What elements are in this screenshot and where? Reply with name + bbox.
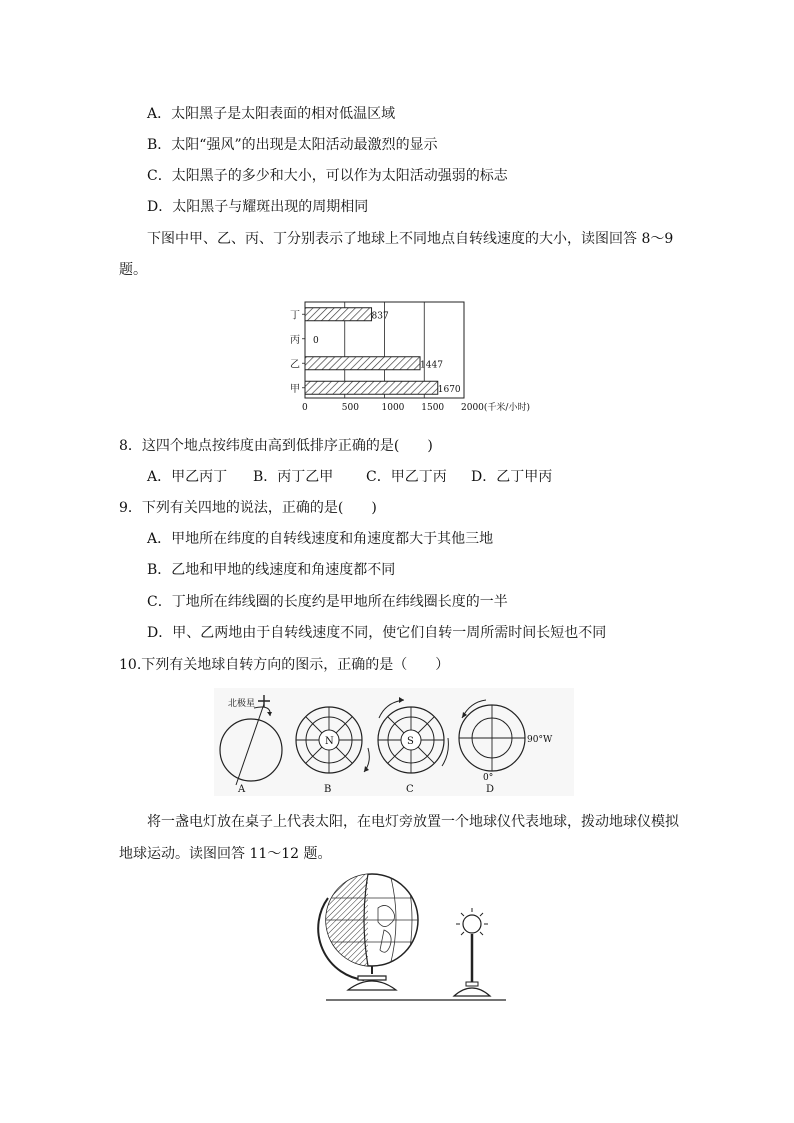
q9-option-c: C．丁地所在纬线圈的长度约是甲地所在纬线圈长度的一半 — [147, 594, 508, 610]
chart-bar — [305, 357, 420, 370]
chart-category-labels — [290, 309, 300, 395]
polaris-label: 北极星 — [228, 699, 256, 709]
q9-option-b: B．乙地和甲地的线速度和角速度都不同 — [147, 562, 396, 578]
intro-11-12-line1: 将一盏电灯放在桌子上代表太阳，在电灯旁放置一个地球仪代表地球，拨动地球仪模拟 — [147, 814, 679, 830]
q7-option-d: D．太阳黑子与耀斑出现的周期相同 — [147, 199, 369, 215]
chart-category-label: 乙 — [290, 359, 300, 371]
q8-option-a: A．甲乙丙丁 — [147, 469, 228, 485]
q7-option-a: A．太阳黑子是太阳表面的相对低温区域 — [147, 106, 396, 122]
chart-bar — [305, 381, 438, 394]
intro-8-9-line2: 题。 — [119, 262, 147, 278]
chart-value-label: 1670 — [437, 384, 461, 395]
meridian-label: 90°W — [527, 735, 553, 745]
speed-bar-chart — [280, 298, 530, 420]
q9-stem: 9．下列有关四地的说法，正确的是( ) — [119, 500, 377, 516]
rotation-figure — [214, 688, 574, 796]
chart-value-label: 1447 — [420, 360, 443, 371]
chart-tick-label: 0 — [302, 403, 308, 413]
q8-option-c: C．甲乙丁丙 — [366, 469, 447, 485]
lamp — [454, 908, 490, 996]
pole-label-s: S — [407, 736, 414, 747]
chart-value-label: 0 — [313, 335, 319, 346]
q9-option-d: D．甲、乙两地由于自转线速度不同，使它们自转一周所需时间长短也不同 — [147, 625, 607, 641]
pole-label-n: N — [325, 736, 334, 747]
q7-option-b: B．太阳“强风”的出现是太阳活动最激烈的显示 — [147, 137, 438, 153]
globe-lamp-illustration — [320, 868, 510, 1008]
panel-label-b: B — [324, 784, 332, 795]
intro-11-12-line2: 地球运动。读图回答 11～12 题。 — [119, 846, 332, 862]
chart-tick-label: 1000 — [381, 403, 405, 413]
globe — [318, 868, 420, 990]
panel-label-d: D — [486, 784, 495, 795]
chart-category-label: 甲 — [290, 383, 300, 395]
chart-value-label: 837 — [371, 311, 389, 322]
intro-8-9-line1: 下图中甲、乙、丙、丁分别表示了地球上不同地点自转线速度的大小，读图回答 8～9 — [147, 231, 674, 247]
q9-option-a: A．甲地所在纬度的自转线速度和角速度都大于其他三地 — [147, 531, 494, 547]
q8-option-d: D．乙丁甲丙 — [471, 469, 553, 485]
chart-category-label: 丙 — [290, 334, 300, 346]
q10-stem: 10.下列有关地球自转方向的图示，正确的是（ ） — [119, 657, 450, 673]
q8-option-b: B．丙丁乙甲 — [253, 469, 334, 485]
chart-tick-label: 1500 — [421, 403, 445, 413]
q8-stem: 8．这四个地点按纬度由高到低排序正确的是( ) — [119, 438, 433, 454]
chart-tick-label: 2000(千米/小时) — [461, 403, 530, 413]
panel-label-c: C — [406, 784, 414, 795]
q7-option-c: C．太阳黑子的多少和大小，可以作为太阳活动强弱的标志 — [147, 168, 508, 184]
chart-category-label: 丁 — [290, 310, 300, 322]
chart-bar — [305, 308, 372, 321]
chart-tick-labels — [302, 401, 530, 413]
chart-tick-label: 500 — [341, 403, 359, 413]
sun-icon — [463, 915, 481, 933]
panel-label-a: A — [238, 784, 246, 795]
zero-meridian-label: 0° — [483, 773, 494, 783]
